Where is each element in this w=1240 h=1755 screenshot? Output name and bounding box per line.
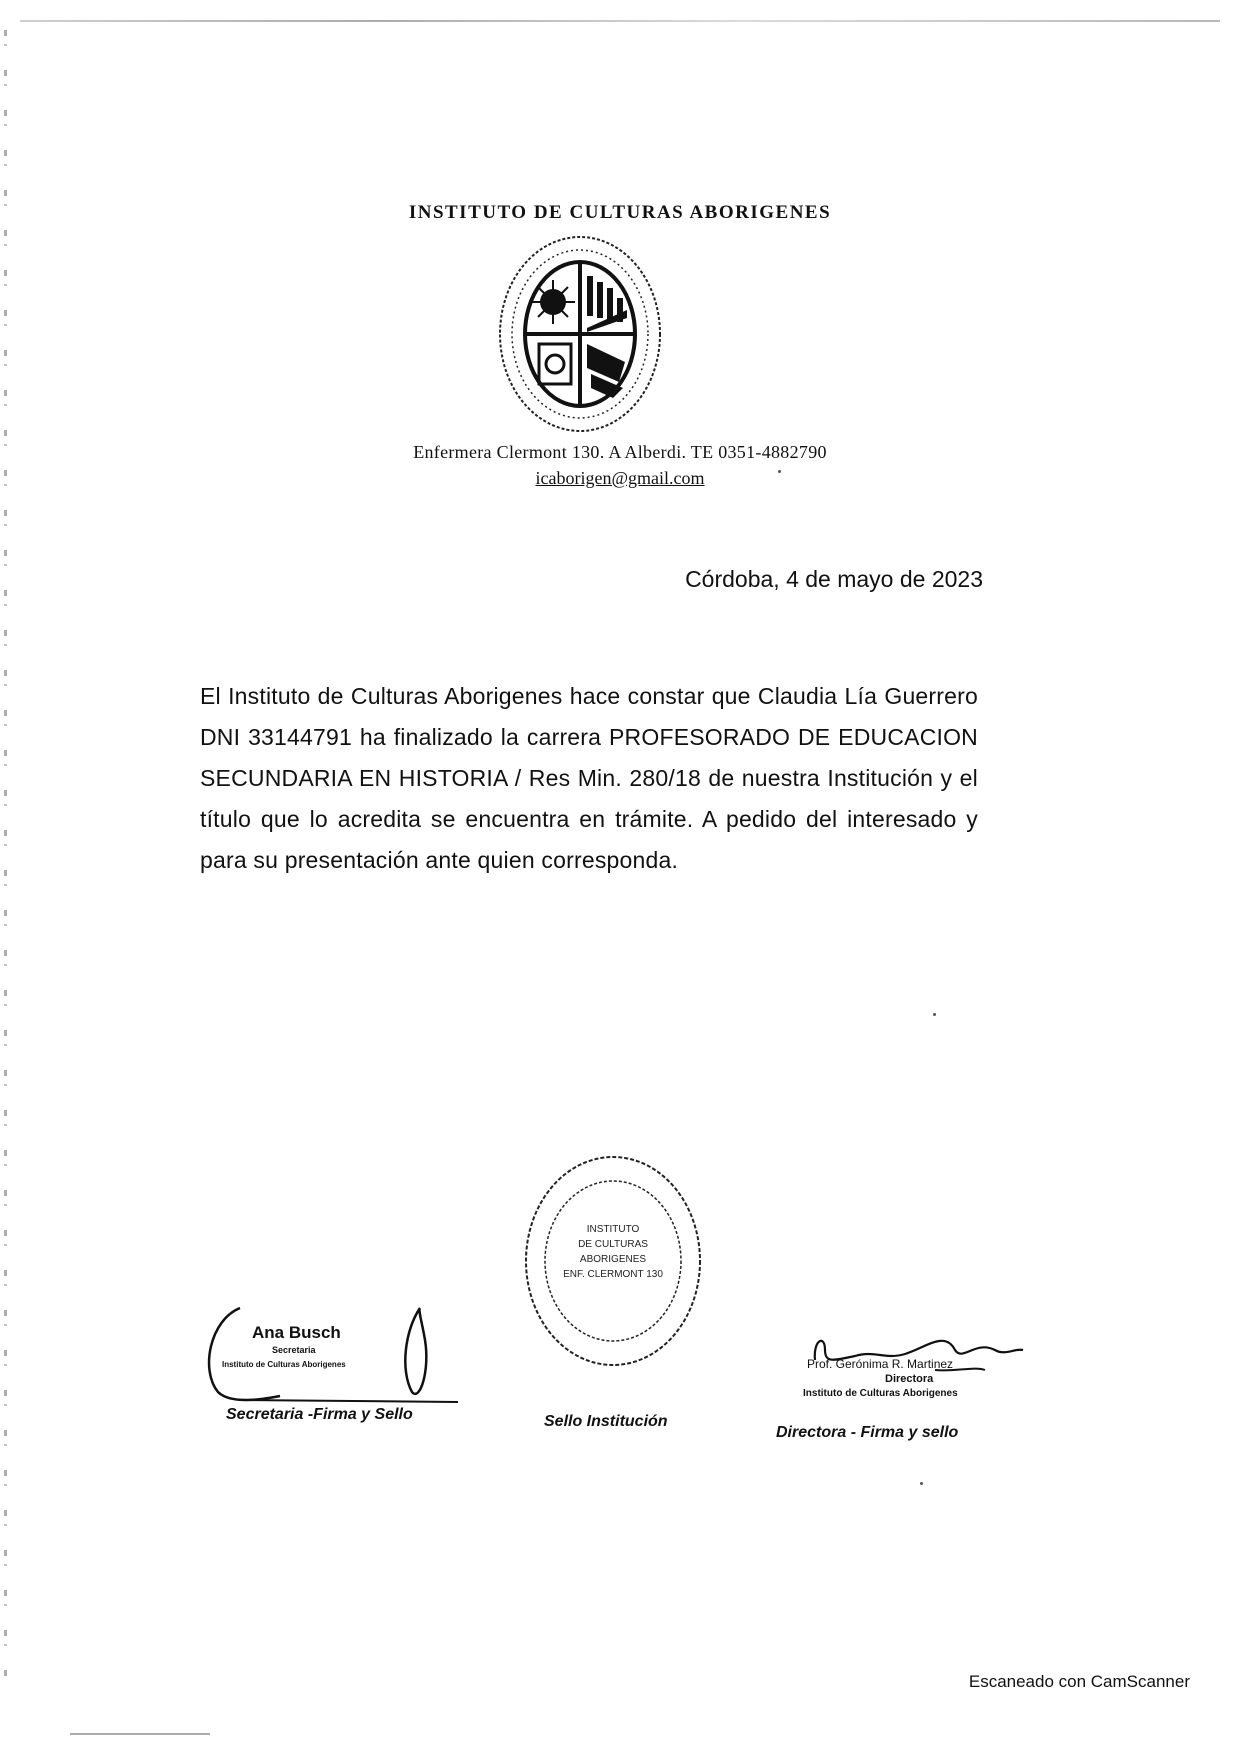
seal-line-4: ENF. CLERMONT 130 [563,1269,663,1280]
director-signature [795,1320,1025,1400]
secretary-stamp-inst: Instituto de Culturas Aborigenes [222,1360,346,1369]
speck [920,1482,923,1485]
institution-address: Enfermera Clermont 130. A Alberdi. TE 0351-4882790 [413,442,827,462]
document-date: Córdoba, 4 de mayo de 2023 [685,566,983,592]
scan-edge-bottom [70,1733,210,1735]
institution-name: INSTITUTO DE CULTURAS ABORIGENES [408,202,832,223]
seal-caption: Sello Institución [544,1413,668,1430]
seal-line-2: DE CULTURAS [578,1239,648,1250]
certificate-body: El Instituto de Culturas Aborigenes hace constar que Claudia Lía Guerrero DNI 33144791 ha finalizado la carrera PROFESORADO DE EDUCACION SECUNDARIA EN HISTORIA / Res Min. 280/18 de nuestra Institución y el título que lo acredita se encuentra en trámite. A pedido del interesado y para su presentación ante quien corresponda. [200,683,978,873]
director-caption: Directora - Firma y sello [776,1424,959,1441]
scanner-watermark: Escaneado con CamScanner [968,1672,1190,1691]
secretary-caption: Secretaria -Firma y Sello [226,1406,413,1423]
institution-logo [495,232,665,437]
seal-line-3: ABORIGENES [579,1254,647,1265]
scan-edge-top [20,20,1220,22]
secretary-signature [200,1300,460,1410]
director-stamp-role: Directora [885,1373,934,1385]
director-stamp-inst: Instituto de Culturas Aborigenes [803,1388,958,1399]
institution-email[interactable]: icaborigen@gmail.com [535,468,705,488]
speck [778,470,781,473]
director-stamp-name: Prof. Gerónima R. Martinez [807,1357,954,1371]
institution-seal [520,1150,706,1372]
seal-line-1: INSTITUTO [586,1224,640,1235]
secretary-stamp-role: Secretaria [272,1345,316,1355]
secretary-stamp-name: Ana Busch [252,1323,341,1342]
speck [933,1013,936,1016]
scan-edge-left [4,30,7,1680]
